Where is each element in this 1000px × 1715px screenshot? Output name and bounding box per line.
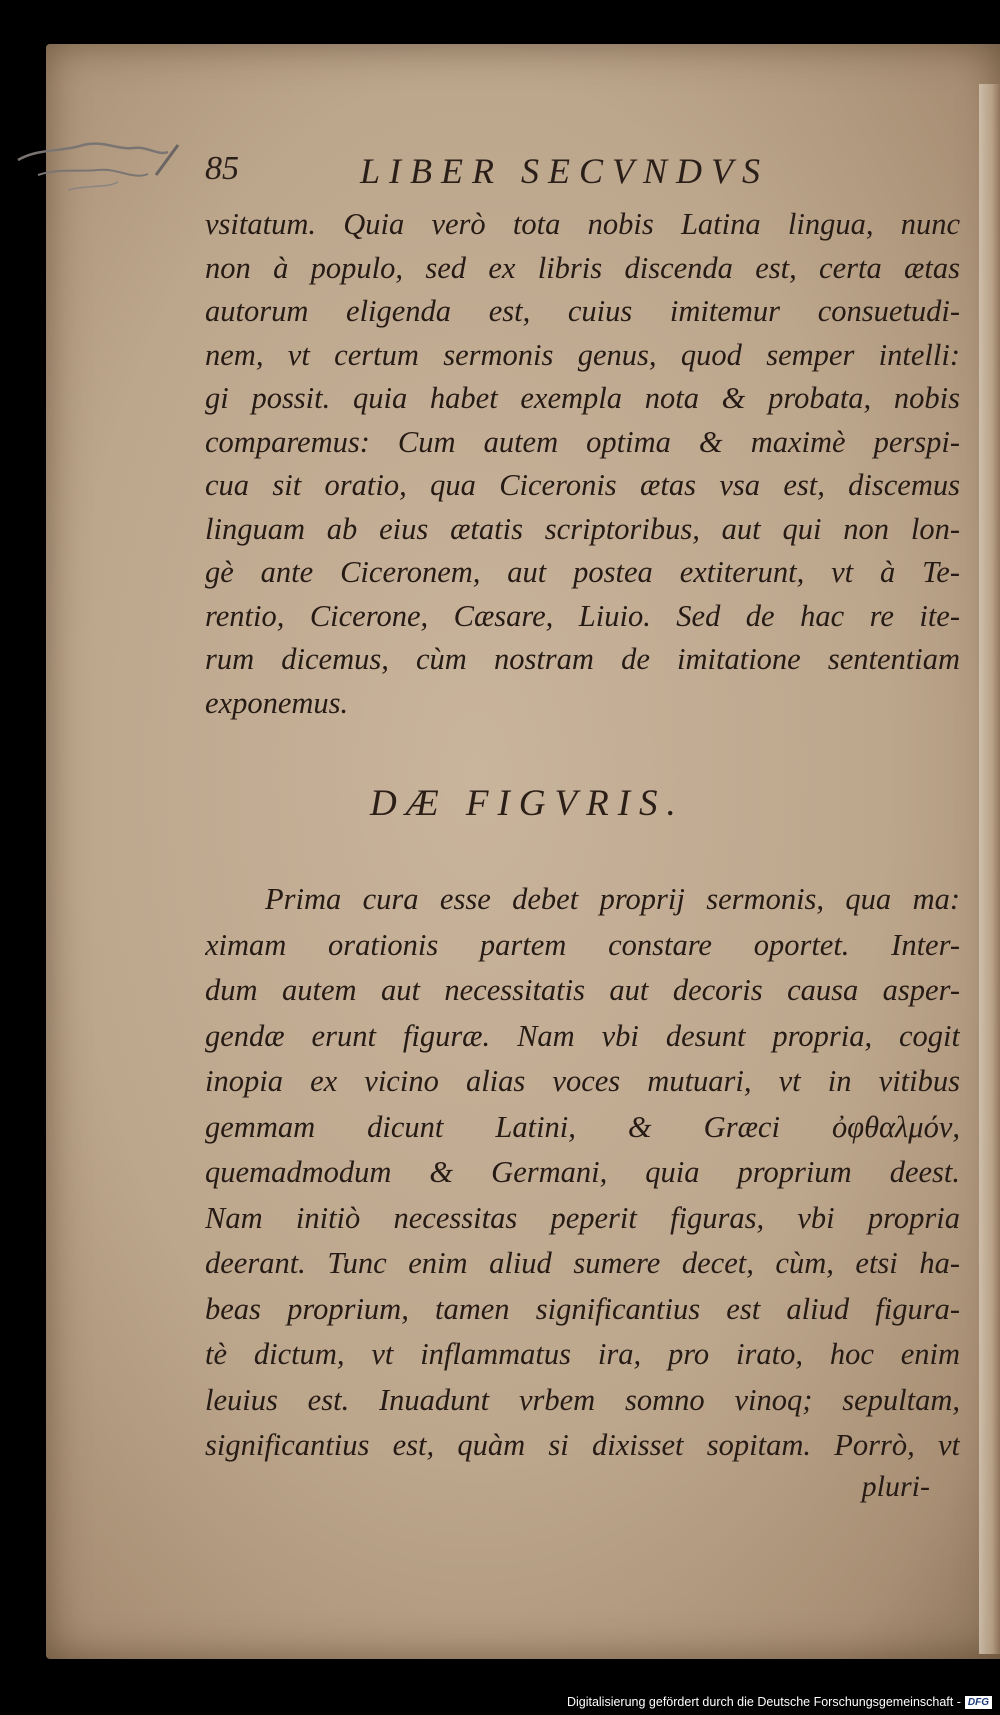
text-line: gi possit. quia habet exempla nota & probata, nobis xyxy=(205,381,960,415)
text-line: Prima cura esse debet proprij sermonis, qua ma: xyxy=(265,882,960,916)
text-line: dum autem aut necessitatis aut decoris causa asper- xyxy=(205,973,960,1007)
text-line: beas proprium, tamen significantius est aliud figura- xyxy=(205,1291,960,1326)
text-line: gendæ erunt figuræ. Nam vbi desunt propria, cogit xyxy=(205,1018,960,1053)
text-line: significantius est, quàm si dixisset sopitam. Porrò, vt xyxy=(205,1428,960,1462)
text-line: cua sit oratio, qua Ciceronis ætas vsa est, discemus xyxy=(205,468,960,502)
text-line: gemmam dicunt Latini, & Græci ὀφθαλμόν, xyxy=(205,1109,960,1144)
digitization-footer xyxy=(567,1693,992,1711)
text-line: deerant. Tunc enim aliud sumere decet, cùm, etsi ha- xyxy=(205,1246,960,1280)
text-line: rentio, Cicerone, Cæsare, Liuio. Sed de hac re ite- xyxy=(205,598,960,633)
text-line: nem, vt certum sermonis genus, quod semper intelli: xyxy=(205,337,960,372)
paragraph-1 xyxy=(205,203,960,725)
text-line: linguam ab eius ætatis scriptoribus, aut qui non lon- xyxy=(205,511,960,546)
dfg-logo: DFG xyxy=(965,1696,992,1709)
text-line: non à populo, sed ex libris discenda est, certa ætas xyxy=(205,250,960,285)
text-line: autorum eligenda est, cuius imitemur consuetudi- xyxy=(205,294,960,328)
page-header xyxy=(0,150,1000,200)
catchword: pluri- xyxy=(861,1470,930,1503)
text-line: vsitatum. Quia verò tota nobis Latina lingua, nunc xyxy=(205,207,960,241)
page-edge xyxy=(979,84,1000,1654)
text-line: exponemus. xyxy=(205,685,349,720)
section-title: DÆ FIGVRIS. xyxy=(370,783,685,824)
text-line: comparemus: Cum autem optima & maximè perspi- xyxy=(205,424,960,459)
paragraph-2 xyxy=(205,877,960,1469)
text-line: leuius est. Inuadunt vrbem somno vinoq; sepultam, xyxy=(205,1382,960,1417)
text-line: quemadmodum & Germani, quia proprium deest. xyxy=(205,1155,960,1189)
folio-number: 85 xyxy=(205,150,239,187)
text-line: rum dicemus, cùm nostram de imitatione sententiam xyxy=(205,642,960,676)
text-line: tè dictum, vt inflammatus ira, pro irato, hoc enim xyxy=(205,1337,960,1371)
running-head: LIBER SECVNDVS xyxy=(360,151,769,191)
text-line: Nam initiò necessitas peperit figuras, vbi propria xyxy=(205,1200,960,1235)
text-line: inopia ex vicino alias voces mutuari, vt in vitibus xyxy=(205,1064,960,1098)
text-line: ximam orationis partem constare oportet. Inter- xyxy=(205,927,960,962)
text-line: gè ante Ciceronem, aut postea extiterunt, vt à Te- xyxy=(205,555,960,589)
funding-credit: Digitalisierung gefördert durch die Deutsche Forschungsgemeinschaft - xyxy=(566,1695,961,1709)
